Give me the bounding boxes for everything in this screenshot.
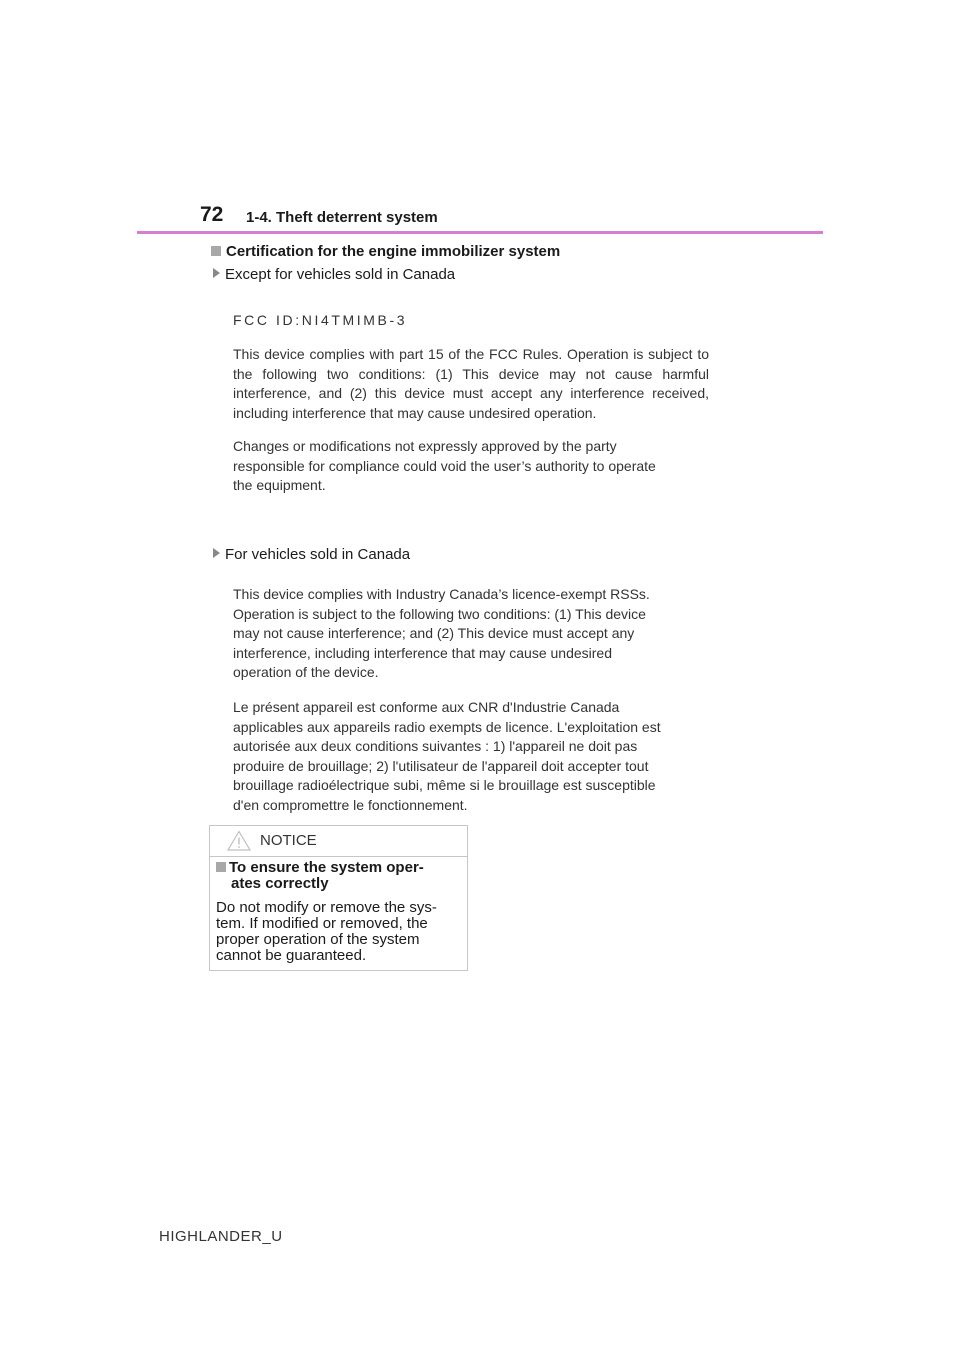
- text-line: Operation is subject to the following two conditions: (1) This device: [233, 605, 646, 622]
- text-line: produire de brouillage; 2) l'utilisateur de l'appareil doit accepter tout: [233, 757, 649, 774]
- section-heading: [211, 243, 560, 260]
- text-line: Changes or modifications not expressly approved by the party: [233, 438, 617, 454]
- notice-label: NOTICE: [260, 832, 317, 849]
- text-line: interference, including interference that may cause undesired: [233, 644, 612, 661]
- text-line: the equipment.: [233, 477, 326, 493]
- notice-title-line: To ensure the system oper-: [229, 859, 424, 876]
- text-line: responsible for compliance could void the user’s authority to operate: [233, 457, 656, 474]
- square-bullet-icon: [216, 862, 226, 872]
- text-line: cannot be guaranteed.: [216, 947, 367, 964]
- text-line: operation of the device.: [233, 664, 379, 680]
- subheading-canada: [213, 546, 410, 563]
- page-number: 72: [200, 203, 224, 226]
- subheading-canada-text: For vehicles sold in Canada: [225, 546, 411, 563]
- text-line: autorisée aux deux conditions suivantes : 1) l'appareil ne doit pas: [233, 738, 638, 754]
- subheading-except-canada: [213, 266, 455, 283]
- fcc-compliance-paragraph: This device complies with part 15 of the FCC Rules. Operation is subject to the following two conditions: (1) This device may not cause harmful interference, and (2) this device must accept any interference received, including interference that may cause undesired operation.: [233, 346, 709, 421]
- text-line: brouillage radioélectrique subi, même si le brouillage est susceptible: [233, 777, 656, 793]
- subheading-except-canada-text: Except for vehicles sold in Canada: [225, 266, 456, 283]
- triangle-bullet-icon: [213, 548, 220, 558]
- notice-title: [216, 860, 461, 892]
- text-line: tem. If modified or removed, the: [216, 915, 428, 932]
- footer-model-code: HIGHLANDER_U: [159, 1228, 283, 1245]
- text-line: d'en compromettre le fonctionnement.: [233, 796, 468, 813]
- square-bullet-icon: [211, 246, 221, 256]
- header-rule: [137, 231, 823, 234]
- fcc-id: FCC ID:NI4TMIMB-3: [233, 312, 408, 328]
- text-line: proper operation of the system: [216, 931, 420, 948]
- notice-box: [209, 825, 468, 971]
- notice-body: [216, 900, 466, 964]
- text-line: may not cause interference; and (2) This device must accept any: [233, 625, 635, 641]
- text-line: applicables aux appareils radio exempts de licence. L'exploitation est: [233, 718, 661, 735]
- text-line: This device complies with Industry Canada’s licence-exempt RSSs.: [233, 586, 650, 602]
- text-line: Do not modify or remove the sys-: [216, 899, 437, 916]
- section-heading-text: Certification for the engine immobilizer system: [226, 243, 561, 260]
- canada-english-paragraph: [233, 585, 709, 683]
- triangle-bullet-icon: [213, 268, 220, 278]
- notice-header: [210, 826, 467, 857]
- text-line: Le présent appareil est conforme aux CNR d'Industrie Canada: [233, 699, 620, 715]
- modifications-paragraph: [233, 437, 709, 496]
- notice-title-line: ates correctly: [231, 875, 329, 892]
- warning-triangle-icon: [227, 830, 251, 851]
- section-title: 1-4. Theft deterrent system: [246, 209, 438, 226]
- canada-french-paragraph: [233, 698, 709, 815]
